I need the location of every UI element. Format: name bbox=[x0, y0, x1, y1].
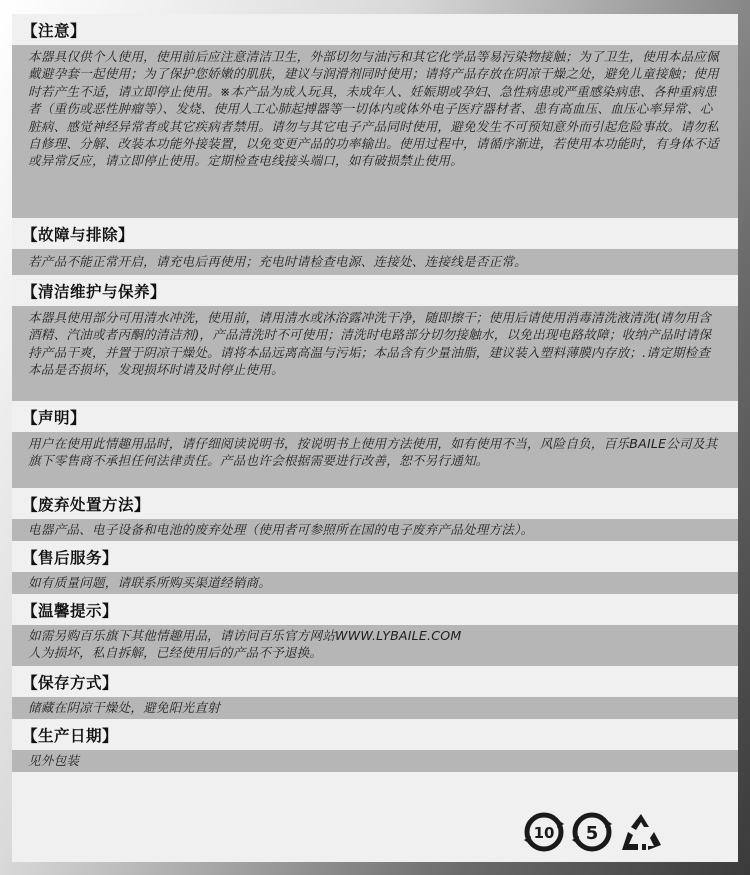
section-body bbox=[12, 697, 738, 719]
section-tips bbox=[12, 594, 738, 666]
section-body bbox=[12, 750, 738, 772]
section-body bbox=[12, 249, 738, 275]
section-title: 【清洁维护与保养】 bbox=[12, 275, 738, 306]
troubleshooting-text: 若产品不能正常开启，请充电后再使用；充电时请检查电源、连接处、连接线是否正常。 bbox=[28, 254, 527, 269]
certification-icons bbox=[522, 810, 664, 854]
section-title: 【售后服务】 bbox=[12, 541, 738, 572]
section-after-sales bbox=[12, 541, 738, 594]
storage-text: 储藏在阴凉干燥处，避免阳光直射 bbox=[28, 700, 220, 715]
tips-line-1: 如需另购百乐旗下其他情趣用品，请访问百乐官方网站WWW.LYBAILE.COM bbox=[28, 628, 462, 643]
section-troubleshooting bbox=[12, 218, 738, 275]
section-title: 【注意】 bbox=[12, 14, 738, 45]
section-notice bbox=[12, 14, 738, 218]
after-sales-text: 如有质量问题，请联系所购买渠道经销商。 bbox=[28, 575, 272, 590]
section-body bbox=[12, 625, 738, 666]
section-disposal bbox=[12, 488, 738, 541]
section-title: 【温馨提示】 bbox=[12, 594, 738, 625]
section-body bbox=[12, 306, 738, 401]
recycle-icon bbox=[618, 810, 664, 854]
cleaning-text: 本器具使用部分可用清水冲洗，使用前，请用清水或沐浴露冲洗干净，随即擦干；使用后请使用消毒清洗液清洗(请勿用含酒精、汽油或者丙酮的清洁剂)，产品清洗时不可使用；清洗时电路部分切勿接触水，以免出现电路故障；收纳产品时请保持产品干爽，并置于阴凉干燥处。请将本品远离高温与污垢；本品含有少量油脂，建议装入塑料薄膜内存放；.请定期检查本品是否损坏，发现损坏时请及时停止使用。 bbox=[28, 310, 712, 378]
section-title: 【保存方式】 bbox=[12, 666, 738, 697]
tips-line-2: 人为损坏，私自拆解，已经使用后的产品不予退换。 bbox=[28, 645, 323, 661]
section-title: 【废弃处置方法】 bbox=[12, 488, 738, 519]
section-storage bbox=[12, 666, 738, 719]
section-title: 【故障与排除】 bbox=[12, 218, 738, 249]
section-production-date bbox=[12, 719, 738, 772]
disposal-text: 电器产品、电子设备和电池的废弃处理（使用者可参照所在国的电子废弃产品处理方法）。 bbox=[28, 522, 534, 537]
epup-5-label: 5 bbox=[585, 823, 599, 844]
section-title: 【声明】 bbox=[12, 401, 738, 432]
declaration-text: 用户在使用此情趣用品时，请仔细阅读说明书，按说明书上使用方法使用，如有使用不当，风险自负，百乐BAILE公司及其旗下零售商不承担任何法律责任。产品也许会根据需要进行改善，恕不另行通知。 bbox=[28, 436, 718, 469]
environmental-use-period-5-icon bbox=[570, 810, 614, 854]
section-cleaning bbox=[12, 275, 738, 401]
section-body bbox=[12, 432, 738, 488]
section-body bbox=[12, 45, 738, 218]
section-body bbox=[12, 519, 738, 541]
production-date-text: 见外包装 bbox=[28, 753, 80, 768]
notice-text: 本器具仅供个人使用，使用前后应注意清洁卫生，外部切勿与油污和其它化学品等易污染物接触；为了卫生，使用本品应佩戴避孕套一起使用；为了保护您娇嫩的肌肤，建议与润滑剂同时使用；请将产品存放在阴凉干燥之处，避免儿童接触；使用时若产生不适，请立即停止使用。※本产品为成人玩具，未成年人、妊娠期或孕妇、急性病患或严重感染病患、各种重病患者（重伤或恶性肿瘤等）、发烧、使用人工心肺起搏器等一切体内或体外电子医疗器材者、患有高血压、血压心率异常、心脏病、感觉神经异常者或其它疾病者禁用。请勿与其它电子产品同时使用，避免发生不可预知意外而引起危险事故。请勿私自修理、分解、改装本功能外接装置，以免变更产品的功率输出。使用过程中，请循序渐进，若使用本功能时，有身体不适或异常反应，请立即停止使用。定期检查电线接头端口，如有破损禁止使用。 bbox=[28, 49, 719, 169]
manual-sheet bbox=[12, 14, 738, 862]
section-body bbox=[12, 572, 738, 594]
section-title: 【生产日期】 bbox=[12, 719, 738, 750]
epup-10-label: 10 bbox=[533, 824, 555, 842]
section-declaration bbox=[12, 401, 738, 488]
environmental-use-period-10-icon bbox=[522, 810, 566, 854]
